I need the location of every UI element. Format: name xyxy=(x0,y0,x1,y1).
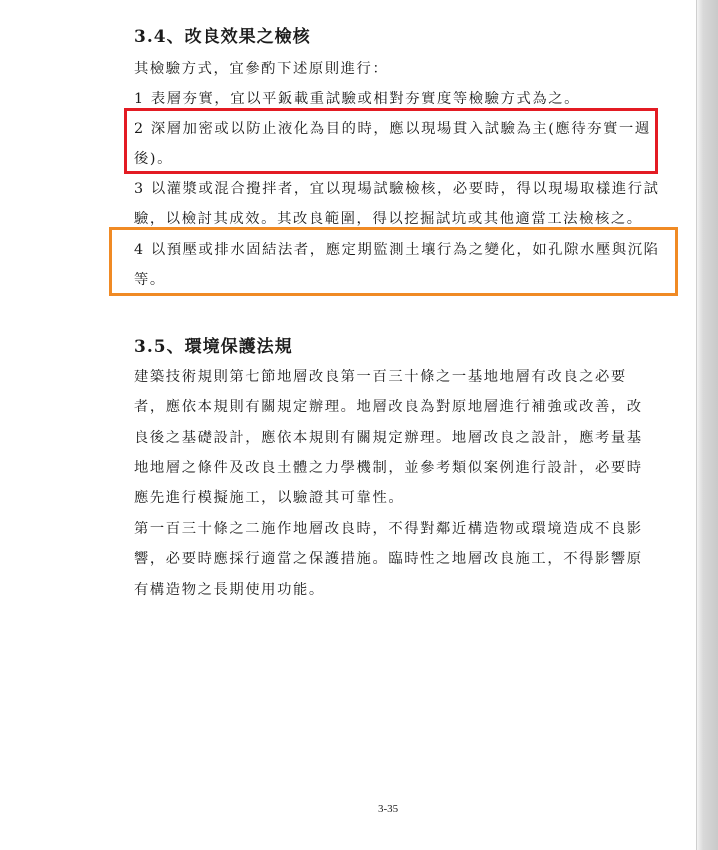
list-item-3-line-1: 3 以灌漿或混合攪拌者，宜以現場試驗檢核，必要時，得以現場取樣進行試 xyxy=(134,181,660,197)
red-highlight-box xyxy=(124,108,658,174)
paragraph-2-line-3: 有構造物之長期使用功能。 xyxy=(134,582,325,598)
paragraph-1-line-3: 良後之基礎設計，應依本規則有關規定辦理。地層改良之設計，應考量基 xyxy=(134,430,643,446)
paragraph-1-line-5: 應先進行模擬施工，以驗證其可靠性。 xyxy=(134,490,405,506)
list-item-2-line-1: 2 深層加密或以防止液化為目的時，應以現場貫入試驗為主(應待夯實一週 xyxy=(134,121,651,137)
list-item-2-line-2: 後)。 xyxy=(134,151,173,167)
list-item-4-line-1: 4 以預壓或排水固結法者，應定期監測土壤行為之變化，如孔隙水壓與沉陷 xyxy=(134,242,660,258)
list-item-4-line-2: 等。 xyxy=(134,272,166,288)
list-item-3-line-2: 驗，以檢討其成效。其改良範圍，得以挖掘試坑或其他適當工法檢核之。 xyxy=(134,211,643,227)
paragraph-2-line-1: 第一百三十條之二施作地層改良時，不得對鄰近構造物或環境造成不良影 xyxy=(134,521,643,537)
orange-highlight-box xyxy=(109,227,678,296)
paragraph-1-line-2: 者，應依本規則有關規定辦理。地層改良為對原地層進行補強或改善，改 xyxy=(134,399,643,415)
paragraph-2-line-2: 響，必要時應採行適當之保護措施。臨時性之地層改良施工，不得影響原 xyxy=(134,551,643,567)
paragraph-1-line-4: 地地層之條件及改良土體之力學機制，並參考類似案例進行設計，必要時 xyxy=(134,460,643,476)
page-number: 3-35 xyxy=(378,803,399,815)
viewer-scroll-gutter xyxy=(697,0,718,850)
section-heading-3-5: 3.5、環境保護法規 xyxy=(134,337,293,357)
section-intro: 其檢驗方式，宜參酌下述原則進行： xyxy=(134,61,389,77)
paragraph-1-line-1: 建築技術規則第七節地層改良第一百三十條之一基地地層有改良之必要 xyxy=(134,369,627,385)
list-item-1: 1 表層夯實，宜以平鈑載重試驗或相對夯實度等檢驗方式為之。 xyxy=(134,91,581,107)
section-heading-3-4: 3.4、改良效果之檢核 xyxy=(134,27,311,47)
